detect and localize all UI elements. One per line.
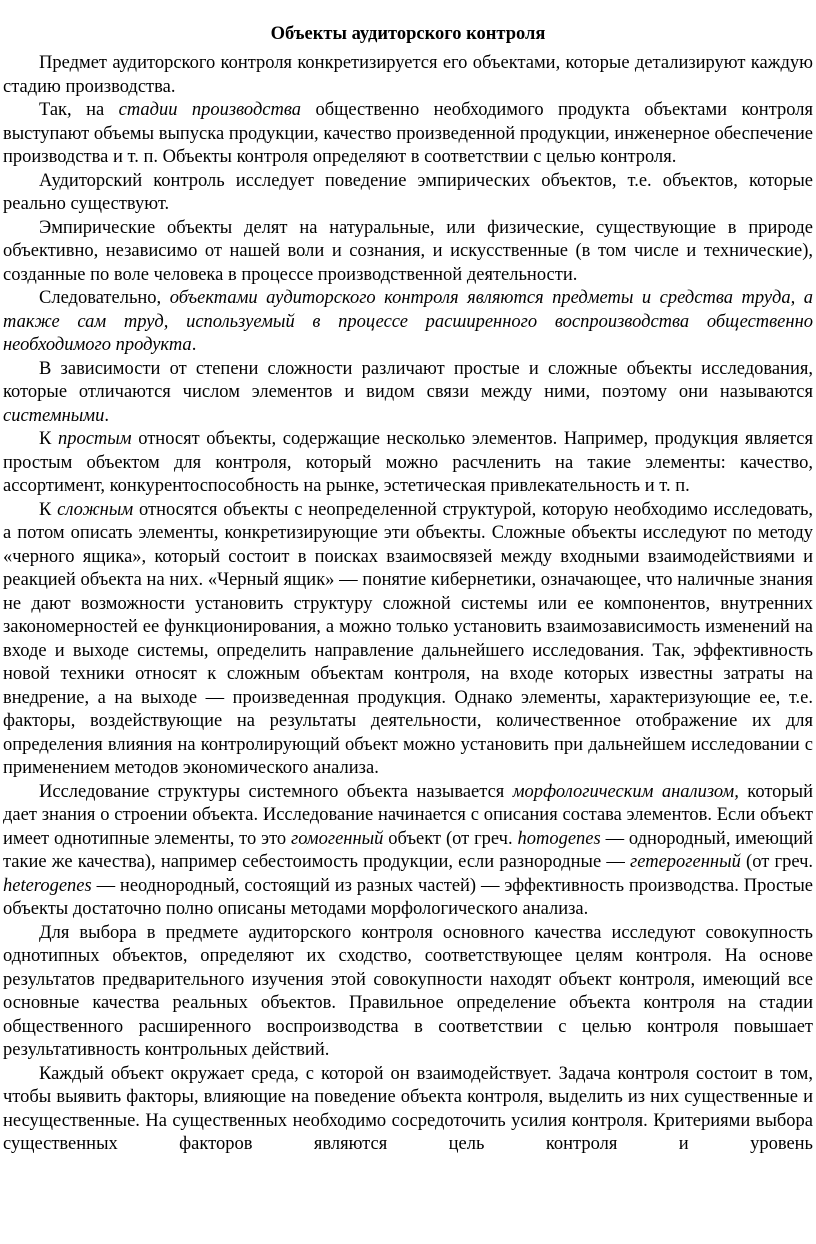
italic-text-run: гетерогенный: [630, 852, 741, 872]
paragraph: [3, 287, 813, 358]
text-run: объект (от греч.: [383, 828, 518, 849]
text-run: относятся объекты с неопределенной структурой, которую необходимо исследовать, а потом описать элементы, конкретизирующие эти объекты. Сложные объекты исследуют по методу «черного ящика», который состоит в поисках взаимосвязей между входными взаимодействиями и реакцией объекта на них. «Черный ящик» — понятие кибернетики, означающее, что наличные знания не дают возможности установить структуру сложной системы или ее компонентов, внутренних закономерностей ее функционирования, а можно только установить взаимозависимость изменений на входе и выходе системы, определить направление дальнейшего исследования. Так, эффективность новой техники относят к сложным объектам контроля, на входе которых известны затраты на внедрение, а на выходе — произведенная продукция. Однако элементы, характеризующие ее, т.е. факторы, воздействующие на результаты деятельности, количественное отображение их для определения влияния на контролирующий объект можно установить при дальнейшем исследовании с применением методов экономического анализа.: [3, 499, 814, 778]
text-run: .: [191, 335, 197, 355]
text-run: Каждый объект окружает среда, с которой он взаимодействует. Задача контроля состоит в том, чтобы выявить факторы, влияющие на поведение объекта контроля, выделить из них существенные и несущественные. На существенных необходимо сосредоточить усилия контроля. Критериями выбора существенных факторов являются цель контроля и уровень: [3, 1063, 813, 1154]
paragraph: [3, 99, 813, 170]
italic-text-run: системными: [3, 405, 105, 426]
text-run: Следовательно,: [39, 288, 170, 308]
text-run: .: [104, 405, 109, 426]
paragraph: [3, 499, 813, 781]
page-title: Объекты аудиторского контроля: [270, 24, 546, 44]
italic-text-run: стадии производства: [118, 100, 302, 120]
text-run: Аудиторский контроль исследует поведение эмпирических объектов, т.е. объектов, которые реально существуют.: [3, 170, 813, 214]
text-run: Предмет аудиторского контроля конкретизируется его объектами, которые детализируют каждую стадию производства.: [3, 53, 813, 97]
text-run: — неоднородный, состоящий из разных частей) — эффективность производства. Простые объекты достаточно полно описаны методами морфологического анализа.: [3, 875, 813, 919]
text-run: К: [39, 429, 58, 449]
text-run: (от греч.: [740, 852, 813, 872]
italic-text-run: homogenes: [517, 828, 601, 849]
italic-text-run: морфологическим анализом,: [512, 781, 739, 802]
paragraph: [3, 428, 813, 499]
italic-text-run: гомогенный: [291, 828, 384, 849]
text-run: Эмпирические объекты делят на натуральные, или физические, существующие в природе объективно, независимо от нашей воли и сознания, и искусственные (в том числе и технические), созданные по воле человека в процессе производственной деятельности.: [3, 217, 813, 285]
text-run: К: [39, 499, 58, 520]
italic-text-run: сложным: [57, 499, 134, 520]
paragraph: [3, 170, 813, 217]
italic-text-run: heterogenes: [3, 875, 92, 896]
text-run: Для выбора в предмете аудиторского контроля основного качества исследуют совокупность однотипных объектов, определяют их сходство, соответствующее целям контроля. На основе результатов предварительного изучения этой совокупности находят объект контроля, имеющий все основные качества реальных объектов. Правильное определение объекта контроля на стадии общественного расширенного воспроизводства в соответствии с целью контроля повышает результативность контрольных действий.: [3, 922, 813, 1060]
italic-text-run: объектами аудиторского контроля являются предметы и средства труда, а также сам труд, используемый в процессе расширенного воспроизводства общественно необходимого продукта: [3, 288, 813, 355]
paragraph: [3, 217, 813, 288]
text-run: — однородный, имеющий такие же качества), например себестоимость продукции, если разнородные —: [3, 828, 813, 872]
text-run: относят объекты, содержащие несколько элементов. Например, продукция является простым объектом для контроля, который можно расчленить на такие элементы: качество, ассортимент, конкурентоспособность на рынке, эстетическая привлекательность и т. п.: [3, 429, 813, 496]
text-run: В зависимости от степени сложности различают простые и сложные объекты исследования, которые отличаются числом элементов и видом связи между ними, поэтому они называются: [3, 358, 813, 402]
text-run: общественно необходимого продукта объектами контроля выступают объемы выпуска продукции, качество произведенной продукции, инженерное обеспечение производства и т. п. Объекты контроля определяют в соответствии с целью контроля.: [3, 100, 814, 167]
italic-text-run: простым: [57, 429, 132, 449]
paragraph: [3, 358, 813, 429]
text-run: Исследование структуры системного объекта называется: [39, 781, 513, 802]
text-run: Так, на: [39, 100, 119, 120]
paragraph: [3, 52, 813, 99]
paragraph: [3, 1063, 813, 1157]
paragraph: [3, 781, 813, 922]
text-run: который дает знания о строении объекта. Исследование начинается с описания состава элементов. Если объект имеет однотипные элементы, то это: [3, 781, 813, 849]
paragraph: [3, 922, 813, 1063]
document-body: [3, 52, 813, 1157]
